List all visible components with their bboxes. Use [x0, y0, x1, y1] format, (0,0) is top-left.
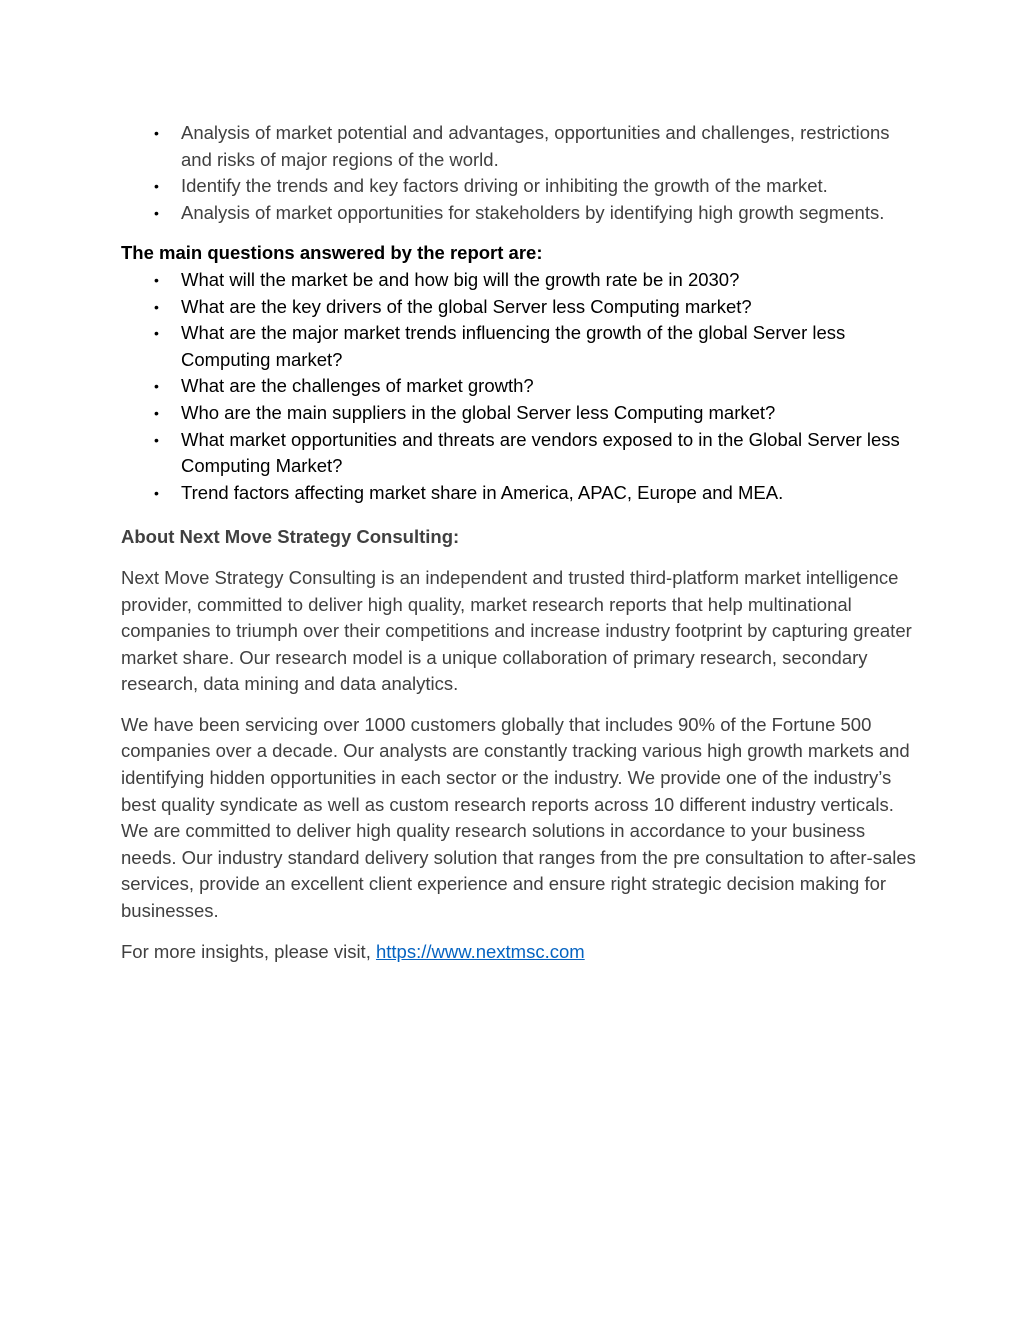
list-item-text: Identify the trends and key factors driving or inhibiting the growth of the market. — [181, 175, 828, 197]
list-item — [121, 173, 921, 200]
list-item — [121, 200, 921, 227]
bullet: • — [154, 125, 159, 141]
list-item — [121, 294, 921, 321]
list-item — [121, 373, 921, 400]
analysis-list — [121, 120, 921, 226]
bullet: • — [154, 204, 159, 221]
page-content — [121, 120, 921, 965]
visit-line — [121, 939, 921, 966]
bullet: • — [154, 378, 159, 395]
list-item-text: What are the major market trends influencing the growth of the global Server less Computing market? — [181, 322, 846, 370]
bullet: • — [154, 484, 159, 501]
questions-list — [121, 267, 921, 506]
bullet: • — [154, 431, 159, 448]
visit-prefix: For more insights, please visit, — [121, 940, 376, 962]
bullet: • — [154, 404, 159, 421]
list-item-text: Trend factors affecting market share in America, APAC, Europe and MEA. — [181, 481, 784, 503]
bullet: • — [154, 178, 159, 195]
list-item-text: Analysis of market opportunities for stakeholders by identifying high growth segments. — [181, 201, 885, 223]
about-paragraph-1: Next Move Strategy Consulting is an independent and trusted third-platform market intelligence provider, committed to deliver high quality, market research reports that help multinational companies to triumph over their competitions and increase industry footprint by capturing greater market share. Our research model is a unique collaboration of primary research, secondary research, data mining and data analytics. — [121, 566, 912, 695]
list-item — [121, 400, 921, 427]
about-heading: About Next Move Strategy Consulting: — [121, 526, 460, 548]
list-item-text: What are the key drivers of the global Server less Computing market? — [181, 295, 752, 317]
list-item-text: What are the challenges of market growth? — [181, 375, 534, 397]
list-item — [121, 427, 921, 480]
questions-heading: The main questions answered by the report are: — [121, 242, 543, 264]
list-item-text: Who are the main suppliers in the global Server less Computing market? — [181, 401, 776, 423]
bullet: • — [154, 325, 159, 342]
list-item-text: What will the market be and how big will the growth rate be in 2030? — [181, 268, 740, 290]
list-item-text: Analysis of market potential and advantages, opportunities and challenges, restrictions and risks of major regions of the world. — [181, 122, 890, 170]
list-item-text: What market opportunities and threats are vendors exposed to in the Global Server less Computing Market? — [181, 428, 900, 477]
about-paragraph-2: We have been servicing over 1000 customers globally that includes 90% of the Fortune 500 companies over a decade. Our analysts are constantly tracking various high growth markets and identifying hidden opportunities in each sector or the industry. We provide one of the industry’s best quality syndicate as well as custom research reports across 10 different industry verticals. We are committed to deliver high quality research solutions in accordance to your business needs. Our industry standard delivery solution that ranges from the pre consultation to after-sales services, provide an excellent client experience and ensure right strategic decision making for businesses. — [121, 713, 916, 922]
bullet: • — [154, 298, 159, 315]
list-item — [121, 267, 921, 294]
bullet: • — [154, 271, 159, 288]
list-item — [121, 480, 921, 507]
list-item — [121, 320, 921, 373]
list-item — [121, 120, 921, 173]
website-link[interactable]: https://www.nextmsc.com — [375, 940, 585, 962]
